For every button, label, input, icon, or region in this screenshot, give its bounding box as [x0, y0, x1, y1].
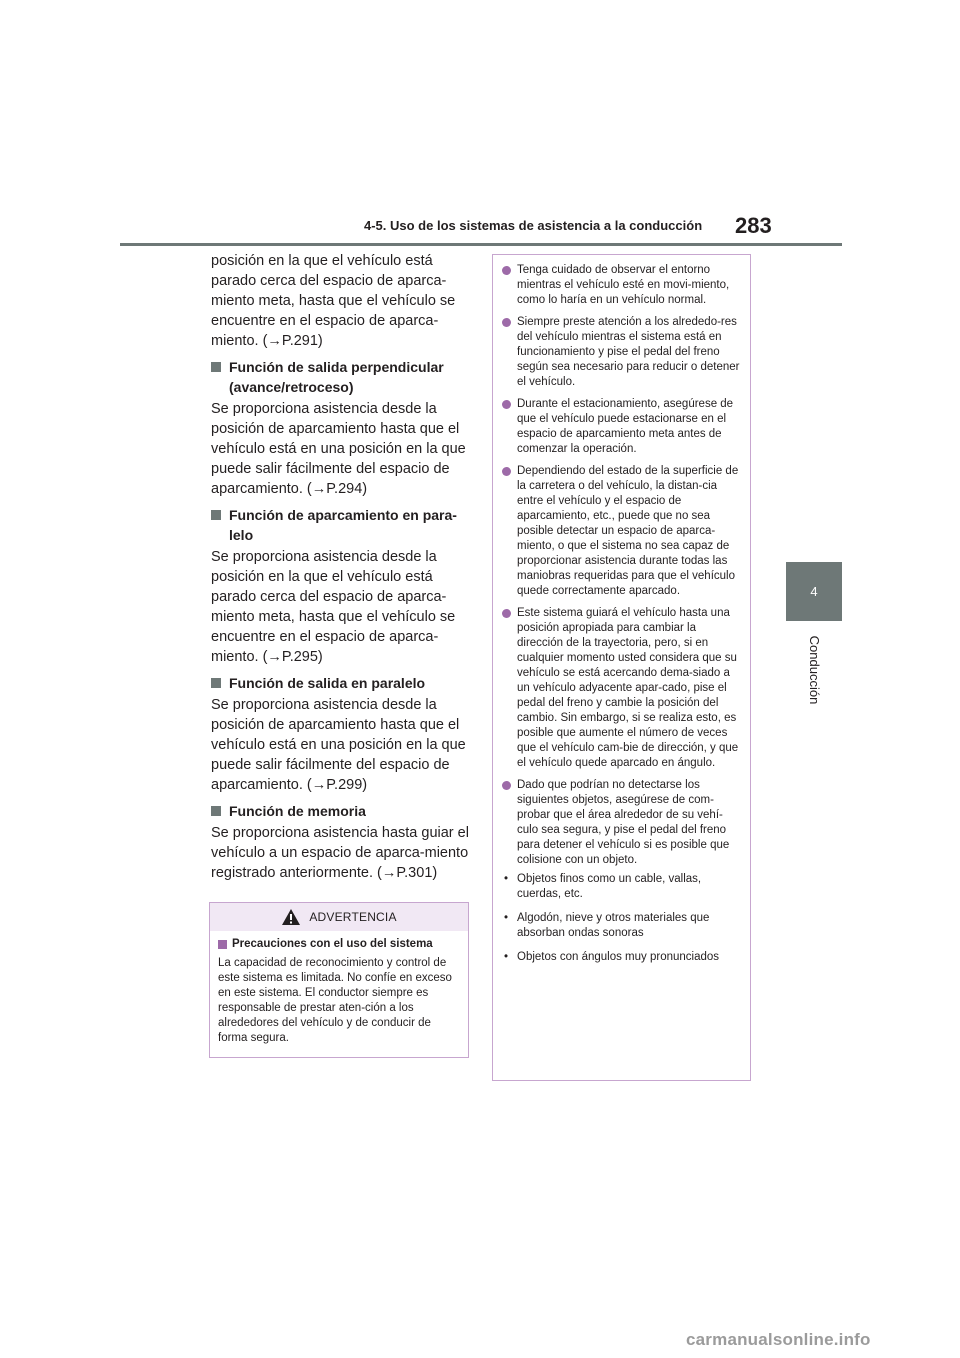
sub-bullet: •	[504, 873, 509, 885]
circle-bullet-icon	[502, 266, 511, 275]
square-bullet-icon	[211, 806, 221, 816]
sub-item: • Objetos finos como un cable, vallas, cuerdas, etc.	[504, 873, 702, 900]
section-title: 4-5. Uso de los sistemas de asistencia a la conducción	[364, 218, 703, 233]
chapter-number: 4	[810, 584, 818, 599]
square-bullet-icon	[218, 940, 227, 949]
sub-bullet: •	[504, 951, 509, 963]
note-item: Siempre preste atención a los alrededo-res del vehículo mientras el sistema está en funcionamiento y pise el pedal del freno según sea necesario para reducir o detener el vehículo.	[501, 315, 742, 390]
sub-item: • Algodón, nieve y otros materiales que absorban ondas sonoras	[504, 912, 710, 939]
warning-text: La capacidad de reconocimiento y control de este sistema es limitada. No confíe en exceso en este sistema. El conductor siempre es responsable de prestar aten-ción a los alrededores del vehículo y de conducir de forma segura.	[218, 957, 452, 1044]
circle-bullet-icon	[502, 318, 511, 327]
notes-box	[492, 254, 751, 1081]
circle-bullet-icon	[502, 467, 511, 476]
circle-bullet-icon	[502, 609, 511, 618]
circle-bullet-icon	[502, 400, 511, 409]
sub-bullet: •	[504, 912, 509, 924]
section-body: Se proporciona asistencia desde la posición de aparcamiento hasta que el vehículo está en una posición en la que puede salir fácilmente del espacio de aparcamiento. (→P.299)	[211, 697, 466, 793]
warning-title: ADVERTENCIA	[309, 910, 397, 924]
warning-body	[210, 931, 468, 1046]
note-item: Este sistema guiará el vehículo hasta una posición apropiada para cambiar la dirección de la trayectoria, pero, si en cualquier momento usted considera que su vehículo se está acercando dema-siado a un vehículo adyacente apar-cado, pise el pedal del freno y cambie la posición del cambio. Sin embargo, si se realiza esto, es posible que aumente el número de veces que el vehículo cam-bie de dirección, y que el vehículo quede aparcado en ángulo.	[501, 606, 742, 771]
note-item: Durante el estacionamiento, asegúrese de que el vehículo puede estacionarse en el espacio de aparcamiento meta antes de comenzar la operación.	[501, 397, 742, 457]
intro-paragraph: posición en la que el vehículo está parado cerca del espacio de aparca-miento meta, hasta que el vehículo se encuentre en el espacio de aparca-miento. (→P.291)	[211, 253, 456, 349]
square-bullet-icon	[211, 510, 221, 520]
square-bullet-icon	[211, 362, 221, 372]
section-heading: Función de salida perpendicular (avance/retroceso)	[211, 357, 471, 397]
main-column	[211, 251, 471, 889]
warning-header	[210, 903, 468, 931]
note-item: Dado que podrían no detectarse los siguientes objetos, asegúrese de com-probar que el área alrededor de su vehí-culo sea segura, y pise el pedal del freno para detener el vehículo si es posible que colisione con un objeto.	[501, 778, 742, 868]
sub-item: • Objetos con ángulos muy pronunciados	[504, 951, 720, 963]
chapter-label: Conducción	[807, 635, 822, 705]
square-bullet-icon	[211, 678, 221, 688]
note-item: Dependiendo del estado de la superficie de la carretera o del vehículo, la distan-cia entre el vehículo y el espacio de aparcamiento, etc., puede que no sea posible detectar un espacio de aparca-miento, o que el sistema no sea capaz de proporcionar asistencia durante todas las maniobras requeridas para que el vehículo quede correctamente aparcado.	[501, 464, 742, 599]
header-rule	[120, 243, 842, 246]
section-body: Se proporciona asistencia desde la posición en la que el vehículo está parado cerca del espacio de aparca-miento meta, hasta que el vehículo se encuentre en el espacio de aparca-miento. (→P.295)	[211, 549, 456, 665]
page-number: 283	[735, 213, 772, 238]
section-body: Se proporciona asistencia desde la posición de aparcamiento hasta que el vehículo está en una posición en la que puede salir fácilmente del espacio de aparcamiento. (→P.294)	[211, 401, 466, 497]
section-heading: Función de aparcamiento en para-lelo	[211, 505, 471, 545]
circle-bullet-icon	[502, 781, 511, 790]
section-heading: Función de salida en paralelo	[211, 673, 471, 693]
note-item: Tenga cuidado de observar el entorno mientras el vehículo esté en movi-miento, como lo haría en un vehículo normal.	[501, 263, 742, 308]
warning-subheading: Precauciones con el uso del sistema	[218, 937, 460, 952]
section-body: Se proporciona asistencia hasta guiar el vehículo a un espacio de aparca-miento registrado anteriormente. (→P.301)	[211, 825, 469, 881]
warning-triangle-icon	[281, 908, 301, 926]
footer-watermark: carmanualsonline.info	[686, 1330, 871, 1349]
warning-box	[209, 902, 469, 1058]
section-heading: Función de memoria	[211, 801, 471, 821]
